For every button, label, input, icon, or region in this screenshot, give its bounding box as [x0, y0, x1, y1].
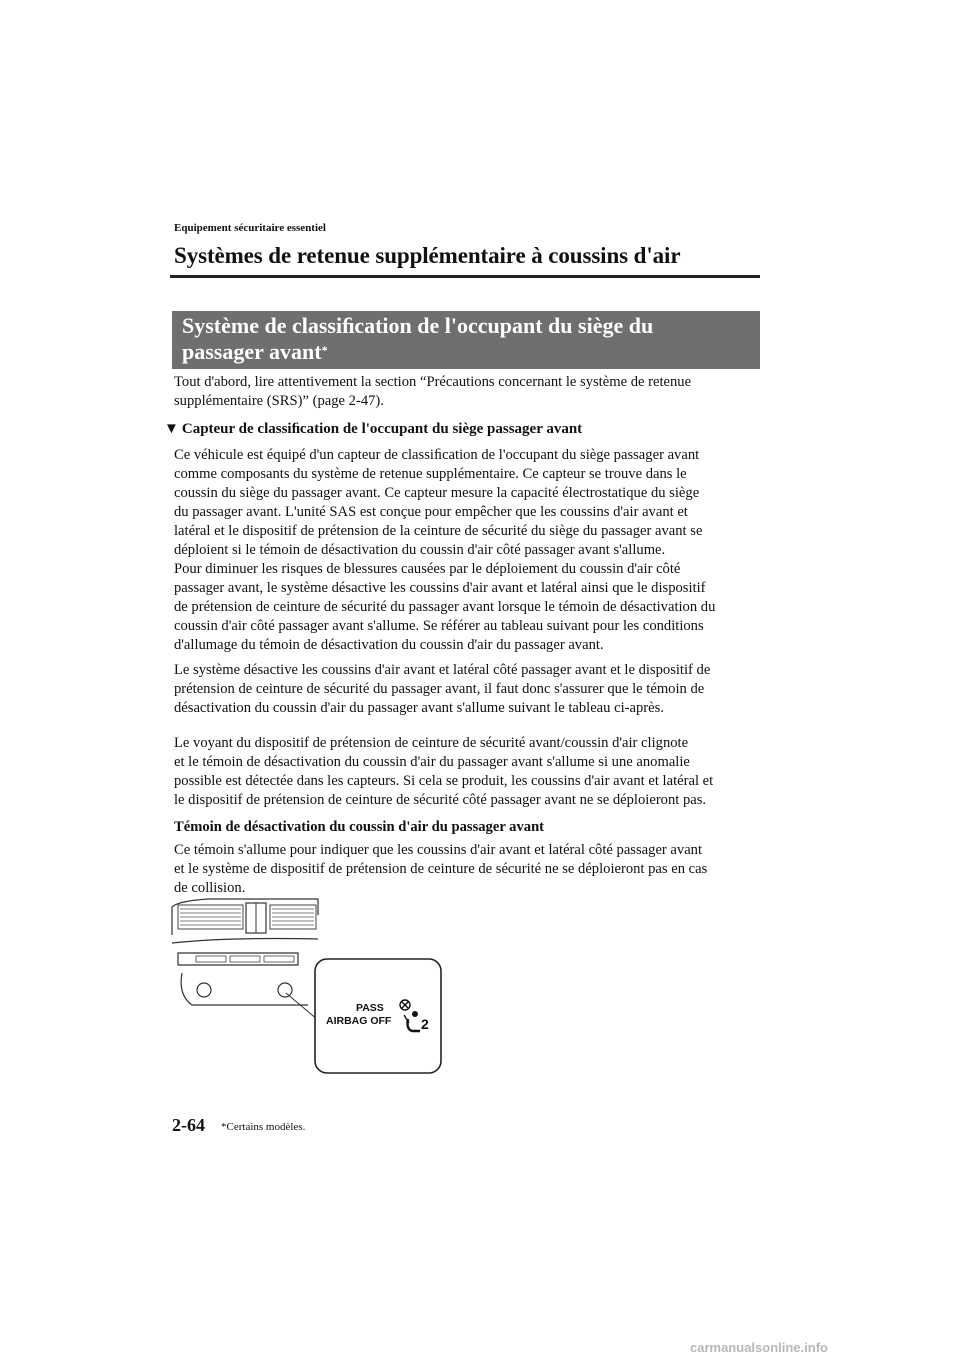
paragraph-indicator: Ce témoin s'allume pour indiquer que les coussins d'air avant et latéral côté passager avant et le système de dispositif de prétension de ceinture de sécurité ne se déploieront pas en cas de collision.	[174, 842, 708, 896]
subsection-title: Capteur de classiﬁcation de l'occupant du siège passager avant	[181, 421, 583, 437]
page-number: 2-64	[172, 1115, 205, 1135]
section-banner	[172, 311, 760, 369]
asterisk-mark: *	[321, 343, 328, 357]
footnote: *Certains modèles.	[221, 1121, 306, 1133]
section-title-line1: Système de classiﬁcation de l'occupant du siège du	[182, 313, 654, 338]
chapter-label: Equipement sécuritaire essentiel	[174, 222, 326, 234]
indicator-heading: Témoin de désactivation du coussin d'air du passager avant	[174, 819, 545, 835]
dashboard-illustration	[168, 895, 448, 1080]
subsection-heading	[164, 421, 582, 438]
title-rule	[170, 275, 760, 278]
indicator-text-line2: AIRBAG OFF	[326, 1015, 392, 1027]
indicator-text-line1: PASS	[356, 1002, 384, 1014]
watermark: carmanualsonline.info	[690, 1340, 828, 1355]
paragraph-system: Le système désactive les coussins d'air avant et latéral côté passager avant et le dispositif de prétension de ceinture de sécurité du passager avant, il faut donc s'assurer que le témoin de désactivation du coussin d'air du passager avant s'allume suivant le tableau ci-après.	[174, 662, 711, 716]
page-title: Systèmes de retenue supplémentaire à coussins d'air	[174, 243, 681, 268]
paragraph-anomaly: Le voyant du dispositif de prétension de ceinture de sécurité avant/coussin d'air clignote et le témoin de désactivation du coussin d'air du passager avant s'allume si une anomalie possible est détectée dans les capteurs. Si cela se produit, les coussins d'air avant et latéral et le dispositif de prétension de ceinture de sécurité côté passager avant ne se déploieront pas.	[174, 735, 714, 808]
seat-number: 2	[421, 1016, 429, 1032]
intro-paragraph: Tout d'abord, lire attentivement la section “Précautions concernant le système de retenue supplémentaire (SRS)” (page 2-47).	[174, 374, 692, 409]
paragraph-sensor: Ce véhicule est équipé d'un capteur de classiﬁcation de l'occupant du siège passager avant comme composants du système de retenue supplémentaire. Ce capteur se trouve dans le coussin du siège du passager avant. Ce capteur mesure la capacité électrostatique du siège du passager avant. L'unité SAS est conçue pour empêcher que les coussins d'air avant et latéral et le dispositif de prétension de la ceinture de sécurité du siège du passager avant se déploient si le témoin de désactivation du coussin d'air côté passager avant s'allume. Pour diminuer les risques de blessures causées par le déploiement du coussin d'air côté passager avant, le système désactive les coussins d'air avant et latéral ainsi que le dispositif de prétension de ceinture de sécurité du passager avant lorsque le témoin de désactivation du coussin d'air côté passager avant s'allume. Se référer au tableau suivant pour les conditions d'allumage du témoin de désactivation du coussin d'air du passager avant.	[174, 447, 716, 653]
section-title-line2-text: passager avant	[182, 339, 322, 364]
triangle-down-icon: ▼	[164, 421, 179, 437]
section-title-line2	[182, 339, 750, 365]
